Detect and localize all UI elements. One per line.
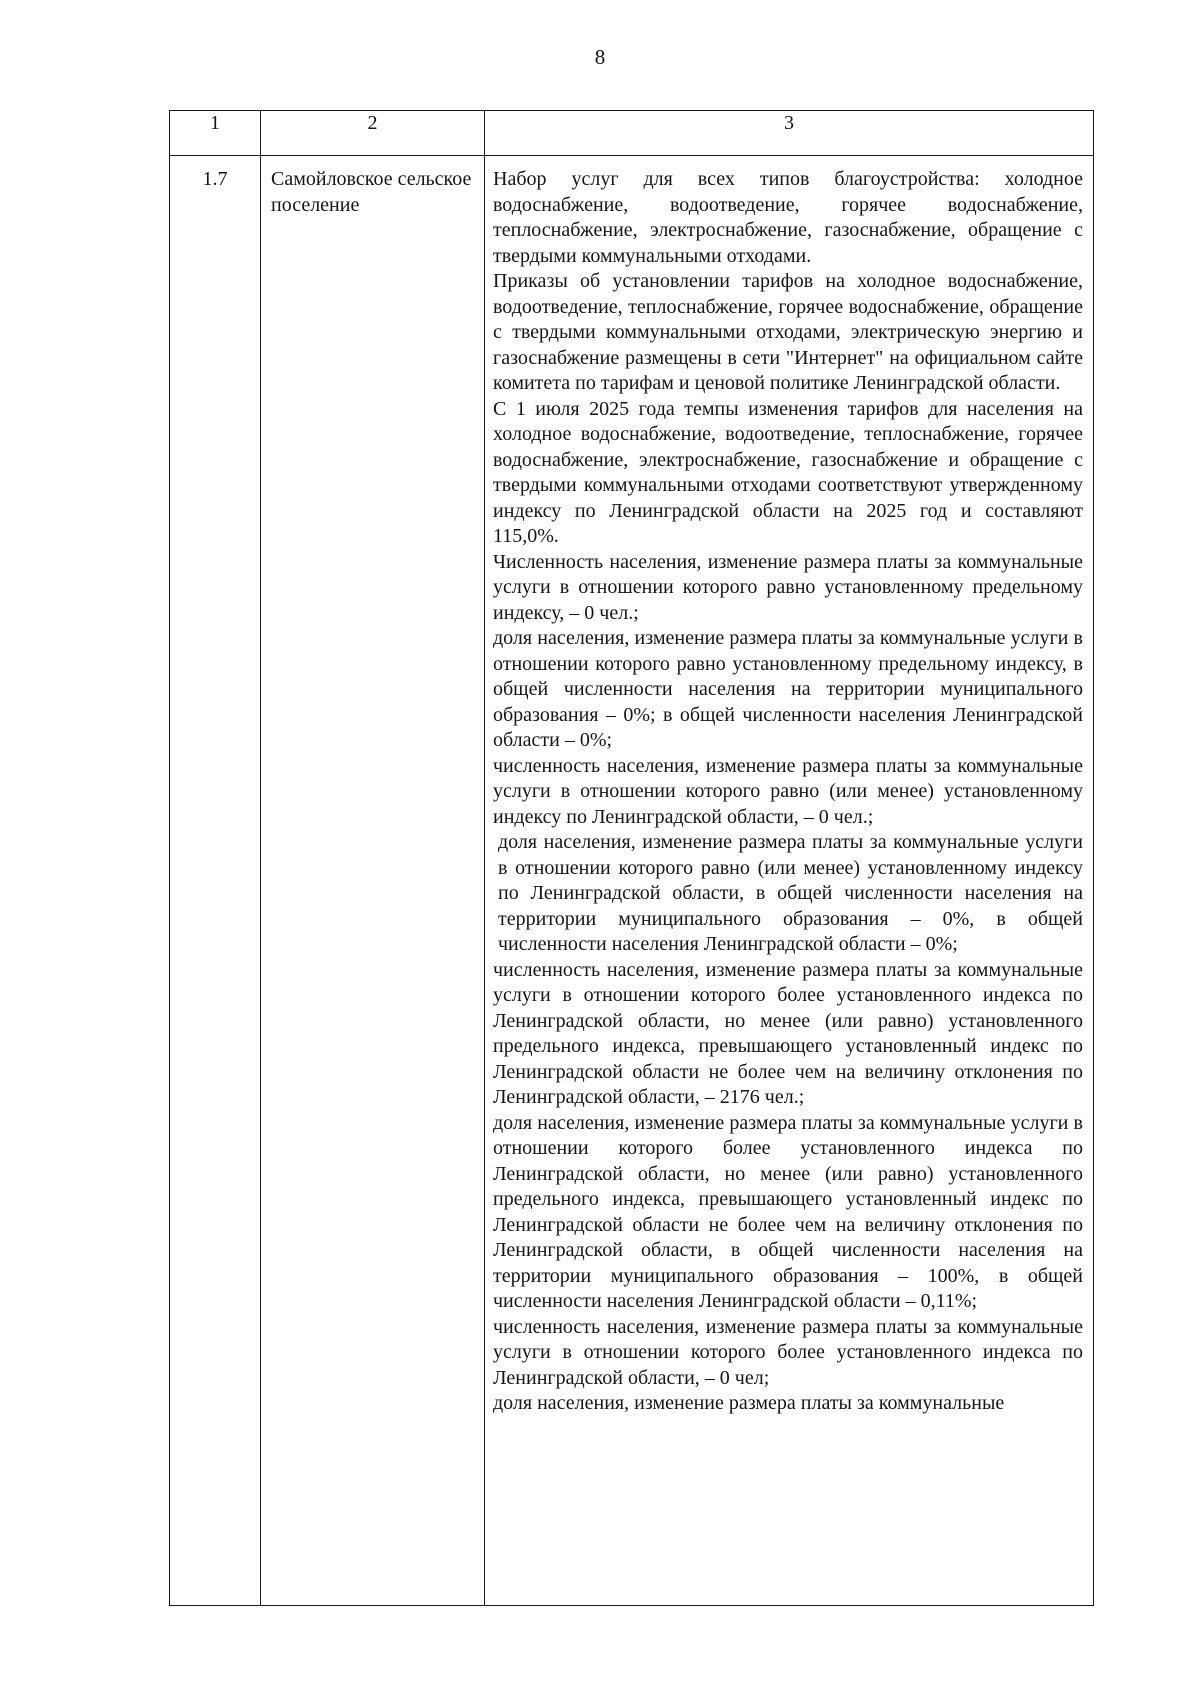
table-row xyxy=(170,156,1094,1606)
paragraph-population-index: численность населения, изменение размера платы за коммунальные услуги в отношении которого равно (или менее) установленному индексу по Ленинградской области, – 0 чел.; xyxy=(493,754,1083,828)
paragraph-share-limit: доля населения, изменение размера платы за коммунальные услуги в отношении которого равно установленному предельному индексу, в общей численности населения на территории муниципального образования – 0%; в общей численности населения Ленинградской области – 0%; xyxy=(493,627,1083,751)
row-number: 1.7 xyxy=(170,156,261,1606)
paragraph-tariff-rate: С 1 июля 2025 года темпы изменения тарифов для населения на холодное водоснабжение, водоотведение, теплоснабжение, горячее водоснабжение, электроснабжение, газоснабжение и обращение с твердыми коммунальными отходами соответствуют утвержденному индексу по Ленинградской области на 2025 год и составляют 115,0%. xyxy=(493,397,1083,547)
column-header-2: 2 xyxy=(261,111,485,156)
paragraph-population-limit: Численность населения, изменение размера платы за коммунальные услуги в отношении которого равно установленному предельному индексу, – 0 чел.; xyxy=(493,550,1083,624)
page-number: 8 xyxy=(594,45,606,69)
table-header-row xyxy=(170,111,1094,156)
column-header-3: 3 xyxy=(485,111,1094,156)
paragraph-orders: Приказы об установлении тарифов на холодное водоснабжение, водоотведение, теплоснабжение, горячее водоснабжение, обращение с твердыми коммунальными отходами, электрическую энергию и газоснабжение размещены в сети "Интернет" на официальном сайте комитета по тарифам и ценовой политике Ленинградской области. xyxy=(493,270,1083,394)
tariff-table xyxy=(169,110,1094,1606)
paragraph-share-deviation: доля населения, изменение размера платы за коммунальные услуги в отношении которого более установленного индекса по Ленинградской области, но менее (или равно) установленного предельного индекса, превышающего установленный индекс по Ленинградской области не более чем на величину отклонения по Ленинградской области, в общей численности населения на территории муниципального образования – 100%, в общей численности населения Ленинградской области – 0,11%; xyxy=(493,1111,1083,1312)
paragraph-population-above: численность населения, изменение размера платы за коммунальные услуги в отношении которого более установленного индекса по Ленинградской области, – 0 чел; xyxy=(493,1315,1083,1389)
paragraph-population-deviation: численность населения, изменение размера платы за коммунальные услуги в отношении которого более установленного индекса по Ленинградской области, но менее (или равно) установленного предельного индекса, превышающего установленный индекс по Ленинградской области не более чем на величину отклонения по Ленинградской области, – 2176 чел.; xyxy=(493,958,1083,1108)
paragraph-share-above: доля населения, изменение размера платы за коммунальные xyxy=(493,1392,1005,1414)
paragraph-services: Набор услуг для всех типов благоустройства: холодное водоснабжение, водоотведение, горячее водоснабжение, теплоснабжение, электроснабжение, газоснабжение, обращение с твердыми коммунальными отходами. xyxy=(493,168,1083,267)
column-header-1: 1 xyxy=(170,111,261,156)
settlement-name: Самойловское сельское поселение xyxy=(261,156,485,1606)
paragraph-share-index: доля населения, изменение размера платы за коммунальные услуги в отношении которого равно (или менее) установленному индексу по Ленинградской области, в общей численности населения на территории муниципального образования – 0%, в общей численности населения Ленинградской области – 0%; xyxy=(498,831,1083,955)
description-cell xyxy=(485,156,1094,1606)
